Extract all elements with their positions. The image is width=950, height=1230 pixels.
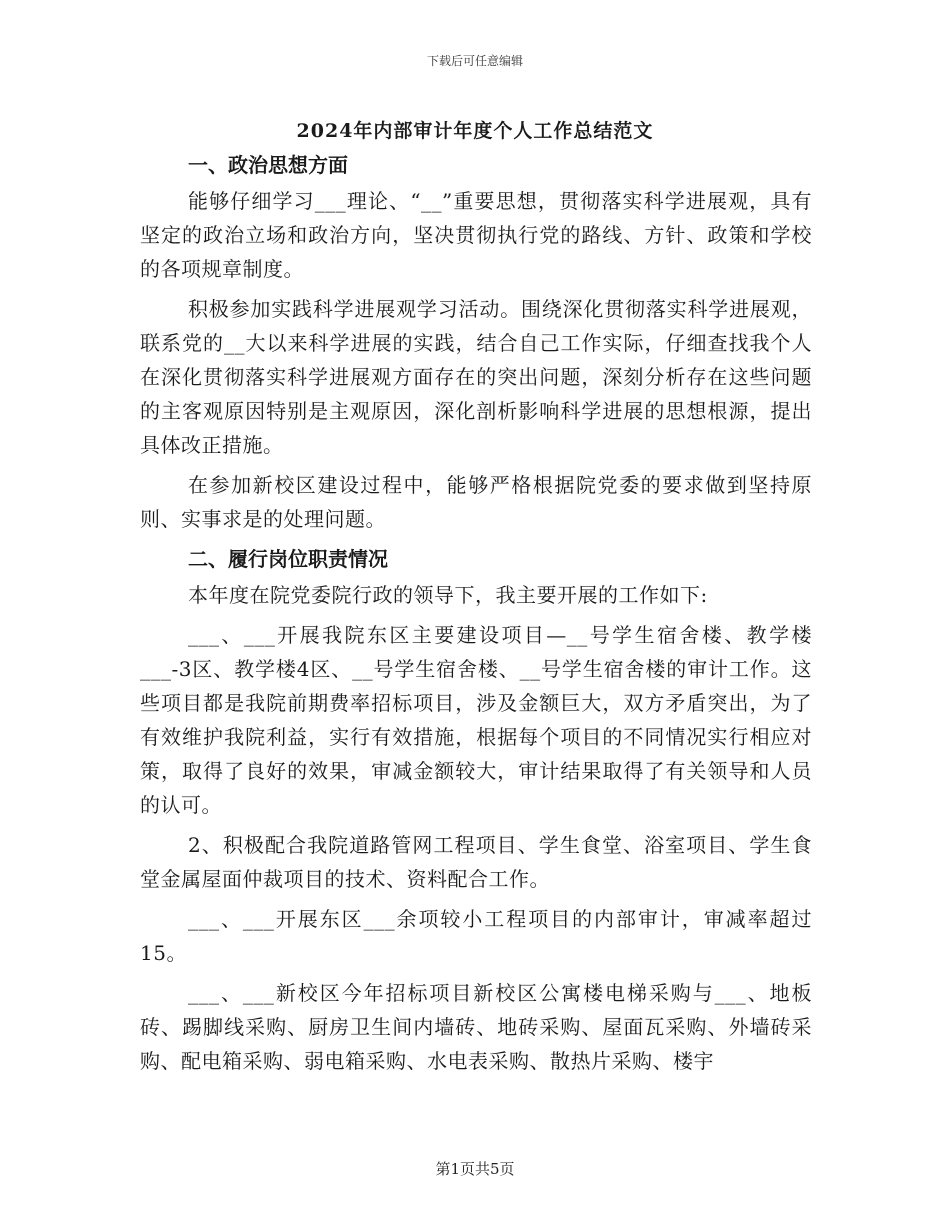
document-title: 2024年内部审计年度个人工作总结范文 (296, 120, 654, 142)
page-number: 第1页共5页 (435, 1160, 515, 1178)
paragraph: 本年度在院党委院行政的领导下，我主要开展的工作如下: (188, 583, 708, 607)
document-body (140, 148, 812, 1084)
section-heading-2: 二、履行岗位职责情况 (188, 547, 388, 571)
paragraph: 积极参加实践科学进展观学习活动。围绕深化贯彻落实科学进展观，联系党的__大以来科学进展的实践，结合自己工作实际，仔细查找我个人在深化贯彻落实科学进展观方面存在的突出问题，深刻分析存在这些问题的主客观原因特别是主观原因，深化剖析影响科学进展的思想根源，提出具体改正措施。 (140, 297, 812, 457)
section-heading-1: 一、政治思想方面 (188, 153, 348, 177)
paragraph: 2、积极配合我院道路管网工程项目、学生食堂、浴室项目、学生食堂金属屋面仲裁项目的技术、资料配合工作。 (140, 833, 812, 891)
paragraph: ___、___开展东区___余项较小工程项目的内部审计，审减率超过15。 (140, 907, 812, 965)
paragraph: 在参加新校区建设过程中，能够严格根据院党委的要求做到坚持原则、实事求是的处理问题。 (140, 473, 812, 531)
paragraph: ___、___开展我院东区主要建设项目—__号学生宿舍楼、教学楼___-3区、教学楼4区、__号学生宿舍楼、__号学生宿舍楼的审计工作。这些项目都是我院前期费率招标项目，涉及金额巨大，双方矛盾突出，为了有效维护我院利益，实行有效措施，根据每个项目的不同情况实行相应对策，取得了良好的效果，审减金额较大，审计结果取得了有关领导和人员的认可。 (140, 623, 812, 817)
header-note: 下载后可任意编辑 (426, 54, 523, 68)
paragraph: 能够仔细学习___理论、“__”重要思想，贯彻落实科学进展观，具有坚定的政治立场和政治方向，坚决贯彻执行党的路线、方针、政策和学校的各项规章制度。 (140, 189, 812, 281)
paragraph: ___、___新校区今年招标项目新校区公寓楼电梯采购与___、地板砖、踢脚线采购、厨房卫生间内墙砖、地砖采购、屋面瓦采购、外墙砖采购、配电箱采购、弱电箱采购、水电表采购、散热片采购、楼宇 (140, 981, 812, 1073)
